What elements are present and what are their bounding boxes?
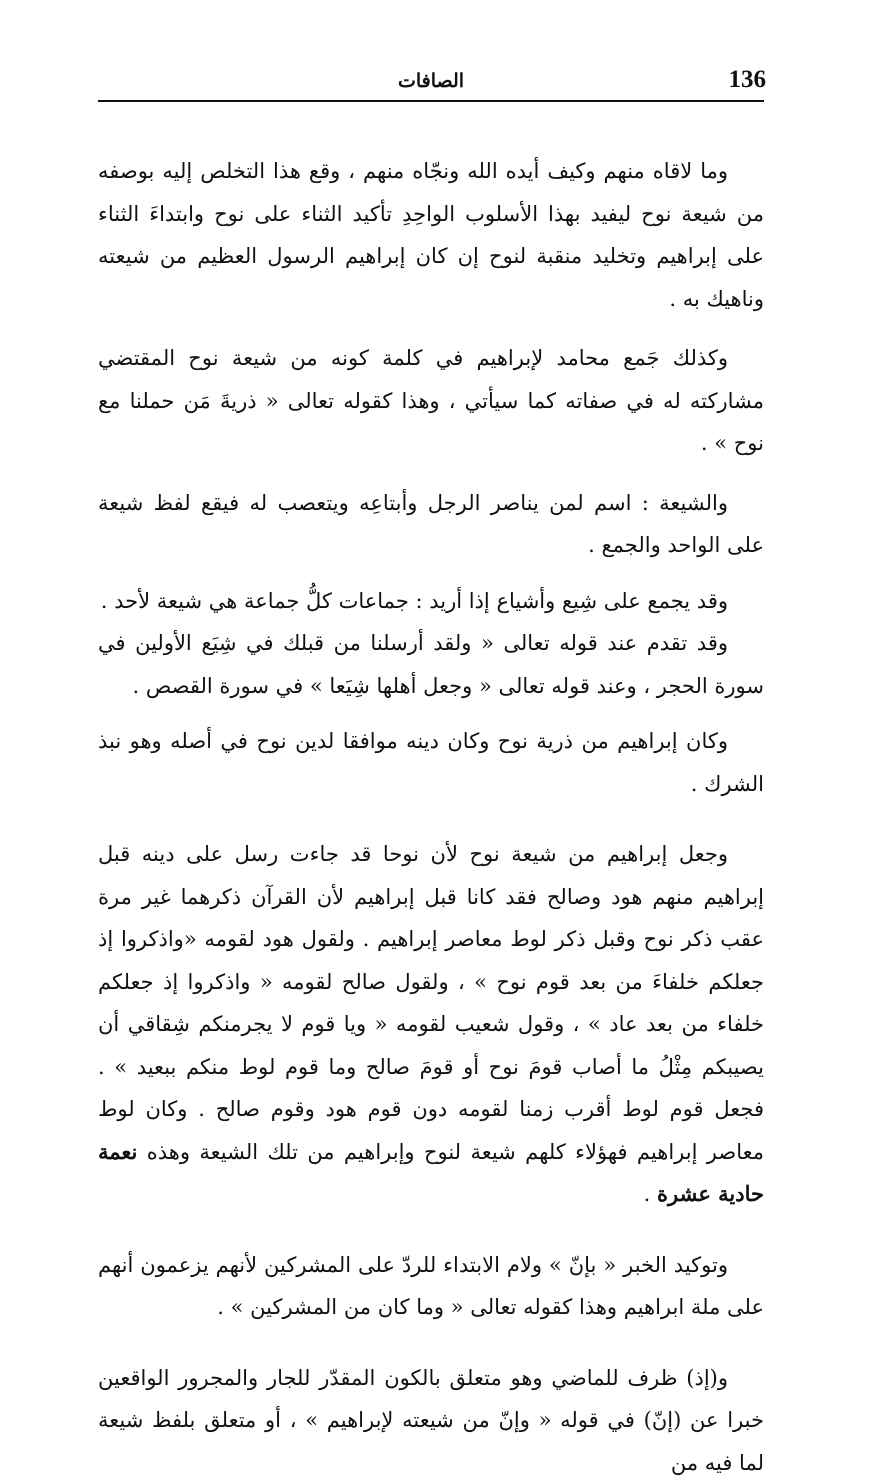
page-number: 136 (729, 66, 767, 94)
paragraph: وقد يجمع على شِيع وأشياع إذا أريد : جماعات كلُّ جماعة هي شيعة لأحد . (98, 580, 764, 623)
paragraph-text: وجعل إبراهيم من شيعة نوح لأن نوحا قد جاءت رسل على دينه قبل إبراهيم منهم هود وصالح فقد كانا قبل إبراهيم لأن القرآن ذكرهما غير مرة عقب ذكر نوح وقبل ذكر لوط معاصر إبراهيم . ولقول هود لقومه «واذكروا إذ جعلكم خلفاءَ من بعد قوم نوح » ، ولقول صالح لقومه « واذكروا إذ جعلكم خلفاء من بعد عاد » ، وقول شعيب لقومه « ويا قوم لا يجرمنكم شِقاقي أن يصيبكم مِثْلُ ما أصاب قومَ نوح أو قومَ صالح وما قوم لوط منكم ببعيد » . فجعل قوم لوط أقرب زمنا لقومه دون قوم هود وقوم صالح . وكان لوط معاصر إبراهيم فهؤلاء كلهم شيعة لنوح وإبراهيم من تلك الشيعة وهذه (98, 842, 764, 1164)
surah-title: الصافات (98, 70, 764, 92)
paragraph: وكان إبراهيم من ذرية نوح وكان دينه موافقا لدين نوح في أصله وهو نبذ الشرك . (98, 720, 764, 805)
paragraph: والشيعة : اسم لمن يناصر الرجل وأبتاعِه ويتعصب له فيقع لفظ شيعة على الواحد والجمع . (98, 482, 764, 567)
paragraph: وما لاقاه منهم وكيف أيده الله ونجّاه منهم ، وقع هذا التخلص إليه بوصفه من شيعة نوح ليفيد بهذا الأسلوب الواحِدِ تأكيد الثناء على نوح وابتداءَ الثناء على إبراهيم وتخليد منقبة لنوح إن كان إبراهيم الرسول العظيم من شيعته وناهيك به . (98, 150, 764, 320)
page-body (98, 150, 764, 1484)
paragraph: وتوكيد الخبر « بإنّ » ولام الابتداء للردّ على المشركين لأنهم يزعمون أنهم على ملة ابراهيم وهذا كقوله تعالى « وما كان من المشركين » . (98, 1244, 764, 1329)
page-header (98, 60, 764, 102)
paragraph-tail: . (644, 1182, 657, 1206)
paragraph (98, 833, 764, 1216)
paragraph: وقد تقدم عند قوله تعالى « ولقد أرسلنا من قبلك في شِيَع الأولين في سورة الحجر ، وعند قوله تعالى « وجعل أهلها شِيَعا » في سورة القصص . (98, 622, 764, 707)
emphasis-text: نعمة حادية عشرة (98, 1139, 764, 1207)
paragraph: وكذلك جَمع محامد لإبراهيم في كلمة كونه من شيعة نوح المقتضي مشاركته له في صفاته كما سيأتي ، وهذا كقوله تعالى « ذريةَ مَن حملنا مع نوح » . (98, 337, 764, 465)
paragraph: و(إذ) ظرف للماضي وهو متعلق بالكون المقدّر للجار والمجرور الواقعين خبرا عن (إنّ) في قوله « وإنّ من شيعته لإبراهيم » ، أو متعلق بلفظ شيعة لما فيه من (98, 1357, 764, 1484)
